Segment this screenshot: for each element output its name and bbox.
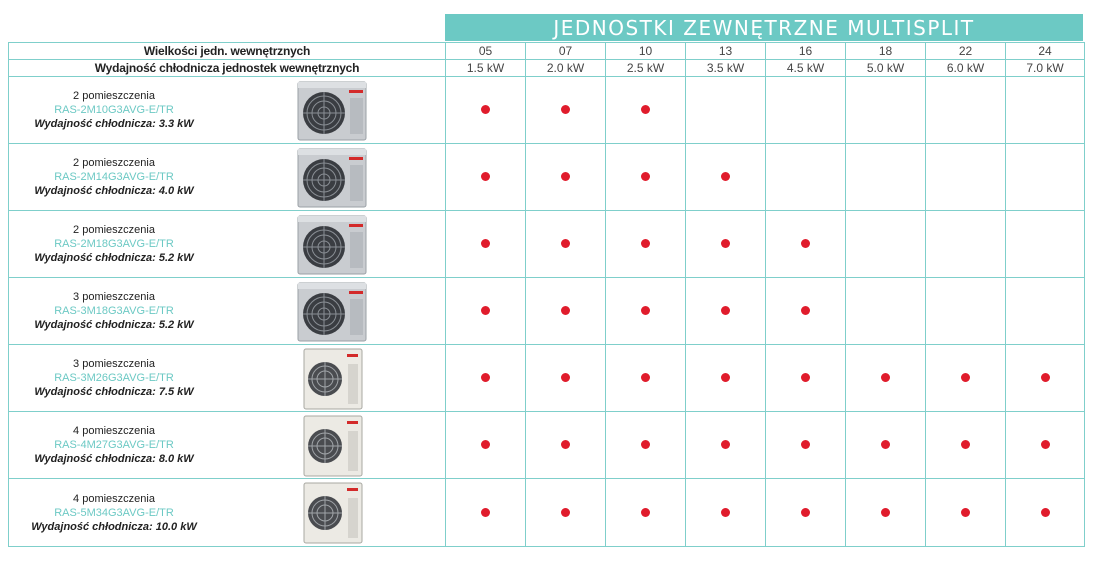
compatibility-cell xyxy=(446,144,526,211)
compatibility-cell xyxy=(686,211,766,278)
compatibility-cell xyxy=(1006,77,1085,144)
compatible-dot-icon xyxy=(721,239,730,248)
capacity-header: 5.0 kW xyxy=(846,60,926,77)
unit-model: RAS-4M27G3AVG-E/TR xyxy=(54,439,174,451)
unit-model: RAS-2M18G3AVG-E/TR xyxy=(54,238,174,250)
capacity-header: 2.0 kW xyxy=(526,60,606,77)
capacity-header: 2.5 kW xyxy=(606,60,686,77)
unit-rooms: 2 pomieszczenia xyxy=(73,90,155,102)
capacity-separator: : xyxy=(152,185,159,197)
capacity-value: 10.0 kW xyxy=(155,520,197,533)
unit-capacity xyxy=(34,318,193,332)
unit-row xyxy=(9,479,1085,547)
compatibility-cell xyxy=(846,479,926,547)
compatible-dot-icon xyxy=(481,105,490,114)
compatibility-cell xyxy=(446,345,526,412)
compatible-dot-icon xyxy=(561,239,570,248)
size-header: 16 xyxy=(766,43,846,60)
capacity-header: 3.5 kW xyxy=(686,60,766,77)
compatible-dot-icon xyxy=(481,172,490,181)
unit-row xyxy=(9,144,1085,211)
capacity-prefix: Wydajność chłodnicza xyxy=(31,520,150,533)
capacity-header-row xyxy=(9,60,1085,77)
compatible-dot-icon xyxy=(801,373,810,382)
capacity-header: 6.0 kW xyxy=(926,60,1006,77)
unit-rooms: 3 pomieszczenia xyxy=(73,291,155,303)
unit-capacity xyxy=(34,117,193,131)
unit-capacity xyxy=(34,251,193,265)
compatibility-cell xyxy=(766,412,846,479)
unit-model: RAS-3M26G3AVG-E/TR xyxy=(54,372,174,384)
compatible-dot-icon xyxy=(641,172,650,181)
capacity-header: 1.5 kW xyxy=(446,60,526,77)
capacity-value: 7.5 kW xyxy=(158,386,194,398)
compatible-dot-icon xyxy=(961,440,970,449)
compatibility-cell xyxy=(526,345,606,412)
compatibility-cell xyxy=(1006,479,1085,547)
unit-capacity xyxy=(34,184,193,198)
compatible-dot-icon xyxy=(881,440,890,449)
capacity-value: 8.0 kW xyxy=(158,453,194,465)
size-header: 24 xyxy=(1006,43,1085,60)
compatible-dot-icon xyxy=(1041,440,1050,449)
compatibility-cell xyxy=(1006,278,1085,345)
compatibility-cell xyxy=(526,278,606,345)
compatible-dot-icon xyxy=(961,373,970,382)
unit-description xyxy=(9,144,219,210)
compatible-dot-icon xyxy=(721,373,730,382)
compatibility-cell xyxy=(766,144,846,211)
capacity-prefix: Wydajność chłodnicza xyxy=(34,386,153,398)
compatibility-cell xyxy=(606,345,686,412)
capacity-value: 3.3 kW xyxy=(158,118,194,130)
capacity-prefix: Wydajność chłodnicza xyxy=(34,252,153,264)
compatibility-cell xyxy=(526,412,606,479)
compatible-dot-icon xyxy=(801,508,810,517)
unit-cell xyxy=(9,77,446,144)
compatibility-cell xyxy=(446,412,526,479)
compatibility-cell xyxy=(606,479,686,547)
unit-description xyxy=(9,77,219,143)
compatible-dot-icon xyxy=(721,508,730,517)
compatibility-cell xyxy=(846,345,926,412)
size-header: 18 xyxy=(846,43,926,60)
compatible-dot-icon xyxy=(561,105,570,114)
capacity-separator: : xyxy=(152,252,159,264)
unit-rooms: 2 pomieszczenia xyxy=(73,224,155,236)
unit-rooms: 4 pomieszczenia xyxy=(73,425,155,437)
outdoor-unit-grey-icon xyxy=(297,281,367,346)
sizes-header-row xyxy=(9,43,1085,60)
compatible-dot-icon xyxy=(801,440,810,449)
compatibility-cell xyxy=(846,412,926,479)
outdoor-unit-white-icon xyxy=(303,482,363,547)
compatible-dot-icon xyxy=(1041,508,1050,517)
compatibility-cell xyxy=(766,345,846,412)
compatible-dot-icon xyxy=(641,440,650,449)
unit-capacity xyxy=(34,385,193,399)
compatible-dot-icon xyxy=(641,239,650,248)
compatible-dot-icon xyxy=(881,508,890,517)
compatibility-cell xyxy=(686,77,766,144)
compatibility-cell xyxy=(686,479,766,547)
unit-rooms: 2 pomieszczenia xyxy=(73,157,155,169)
compatibility-cell xyxy=(446,77,526,144)
compatibility-cell xyxy=(1006,412,1085,479)
compatibility-cell xyxy=(686,278,766,345)
unit-capacity xyxy=(34,452,193,466)
compatibility-cell xyxy=(926,412,1006,479)
compatibility-cell xyxy=(846,211,926,278)
compatibility-cell xyxy=(606,77,686,144)
compatibility-cell xyxy=(926,345,1006,412)
size-header: 07 xyxy=(526,43,606,60)
capacity-separator: : xyxy=(152,386,159,398)
compatibility-cell xyxy=(766,77,846,144)
compatibility-cell xyxy=(446,278,526,345)
unit-cell xyxy=(9,479,446,547)
unit-description xyxy=(9,412,219,478)
capacity-header: 7.0 kW xyxy=(1006,60,1085,77)
compatible-dot-icon xyxy=(641,306,650,315)
compatibility-cell xyxy=(1006,211,1085,278)
compatible-dot-icon xyxy=(801,306,810,315)
compatibility-cell xyxy=(766,211,846,278)
unit-cell xyxy=(9,144,446,211)
unit-rooms: 4 pomieszczenia xyxy=(73,492,155,505)
compatible-dot-icon xyxy=(481,508,490,517)
compatibility-cell xyxy=(926,479,1006,547)
unit-model: RAS-3M18G3AVG-E/TR xyxy=(54,305,174,317)
banner-title: JEDNOSTKI ZEWNĘTRZNE MULTISPLIT xyxy=(445,14,1083,41)
compatible-dot-icon xyxy=(641,508,650,517)
size-header: 22 xyxy=(926,43,1006,60)
unit-cell xyxy=(9,345,446,412)
unit-rooms: 3 pomieszczenia xyxy=(73,358,155,370)
compatibility-cell xyxy=(606,211,686,278)
compatibility-cell xyxy=(1006,144,1085,211)
compatibility-cell xyxy=(766,278,846,345)
unit-row xyxy=(9,412,1085,479)
compatible-dot-icon xyxy=(721,306,730,315)
capacity-value: 5.2 kW xyxy=(158,252,194,264)
unit-cell xyxy=(9,278,446,345)
compatible-dot-icon xyxy=(641,373,650,382)
compatible-dot-icon xyxy=(721,172,730,181)
unit-description xyxy=(9,211,219,277)
compatible-dot-icon xyxy=(721,440,730,449)
compatibility-cell xyxy=(846,144,926,211)
compatibility-cell xyxy=(686,144,766,211)
compatibility-cell xyxy=(606,144,686,211)
size-header: 05 xyxy=(446,43,526,60)
capacity-header: 4.5 kW xyxy=(766,60,846,77)
compatibility-cell xyxy=(526,479,606,547)
capacity-separator: : xyxy=(152,118,159,130)
compatible-dot-icon xyxy=(881,373,890,382)
compatibility-cell xyxy=(926,278,1006,345)
compatible-dot-icon xyxy=(1041,373,1050,382)
compatible-dot-icon xyxy=(641,105,650,114)
compatible-dot-icon xyxy=(481,239,490,248)
compatible-dot-icon xyxy=(561,508,570,517)
compatible-dot-icon xyxy=(961,508,970,517)
compatibility-cell xyxy=(766,479,846,547)
capacity-value: 4.0 kW xyxy=(158,185,194,197)
outdoor-unit-grey-icon xyxy=(297,214,367,279)
size-header: 13 xyxy=(686,43,766,60)
unit-capacity xyxy=(31,520,196,534)
capacity-prefix: Wydajność chłodnicza xyxy=(34,118,153,130)
compatibility-cell xyxy=(606,278,686,345)
compatibility-cell xyxy=(846,77,926,144)
compatibility-table xyxy=(8,42,1085,547)
compatible-dot-icon xyxy=(481,306,490,315)
compatibility-cell xyxy=(686,345,766,412)
compatibility-cell xyxy=(926,144,1006,211)
compatibility-cell xyxy=(686,412,766,479)
unit-row xyxy=(9,77,1085,144)
capacity-prefix: Wydajność chłodnicza xyxy=(34,185,153,197)
outdoor-unit-grey-icon xyxy=(297,80,367,145)
unit-model: RAS-2M14G3AVG-E/TR xyxy=(54,171,174,183)
unit-description xyxy=(9,278,219,344)
unit-row xyxy=(9,211,1085,278)
unit-row xyxy=(9,345,1085,412)
outdoor-unit-white-icon xyxy=(303,348,363,413)
compatibility-cell xyxy=(526,211,606,278)
capacity-label: Wydajność chłodnicza jednostek wewnętrznych xyxy=(9,60,446,77)
unit-model: RAS-2M10G3AVG-E/TR xyxy=(54,104,174,116)
compatibility-cell xyxy=(1006,345,1085,412)
compatibility-cell xyxy=(926,77,1006,144)
capacity-separator: : xyxy=(149,520,156,533)
unit-row xyxy=(9,278,1085,345)
compatible-dot-icon xyxy=(561,440,570,449)
compatibility-cell xyxy=(446,479,526,547)
unit-model: RAS-5M34G3AVG-E/TR xyxy=(54,506,174,519)
capacity-separator: : xyxy=(152,319,159,331)
compatibility-cell xyxy=(606,412,686,479)
sizes-label: Wielkości jedn. wewnętrznych xyxy=(9,43,446,60)
capacity-value: 5.2 kW xyxy=(158,319,194,331)
compatibility-cell xyxy=(446,211,526,278)
unit-cell xyxy=(9,412,446,479)
compatibility-cell xyxy=(526,77,606,144)
compatible-dot-icon xyxy=(481,373,490,382)
compatible-dot-icon xyxy=(481,440,490,449)
unit-description xyxy=(9,479,219,546)
compatible-dot-icon xyxy=(561,373,570,382)
compatibility-cell xyxy=(926,211,1006,278)
compatible-dot-icon xyxy=(801,239,810,248)
compatibility-cell xyxy=(846,278,926,345)
capacity-separator: : xyxy=(152,453,159,465)
unit-cell xyxy=(9,211,446,278)
unit-description xyxy=(9,345,219,411)
outdoor-unit-grey-icon xyxy=(297,147,367,212)
compatibility-cell xyxy=(526,144,606,211)
compatible-dot-icon xyxy=(561,306,570,315)
compatible-dot-icon xyxy=(561,172,570,181)
capacity-prefix: Wydajność chłodnicza xyxy=(34,453,153,465)
size-header: 10 xyxy=(606,43,686,60)
outdoor-unit-white-icon xyxy=(303,415,363,480)
capacity-prefix: Wydajność chłodnicza xyxy=(34,319,153,331)
